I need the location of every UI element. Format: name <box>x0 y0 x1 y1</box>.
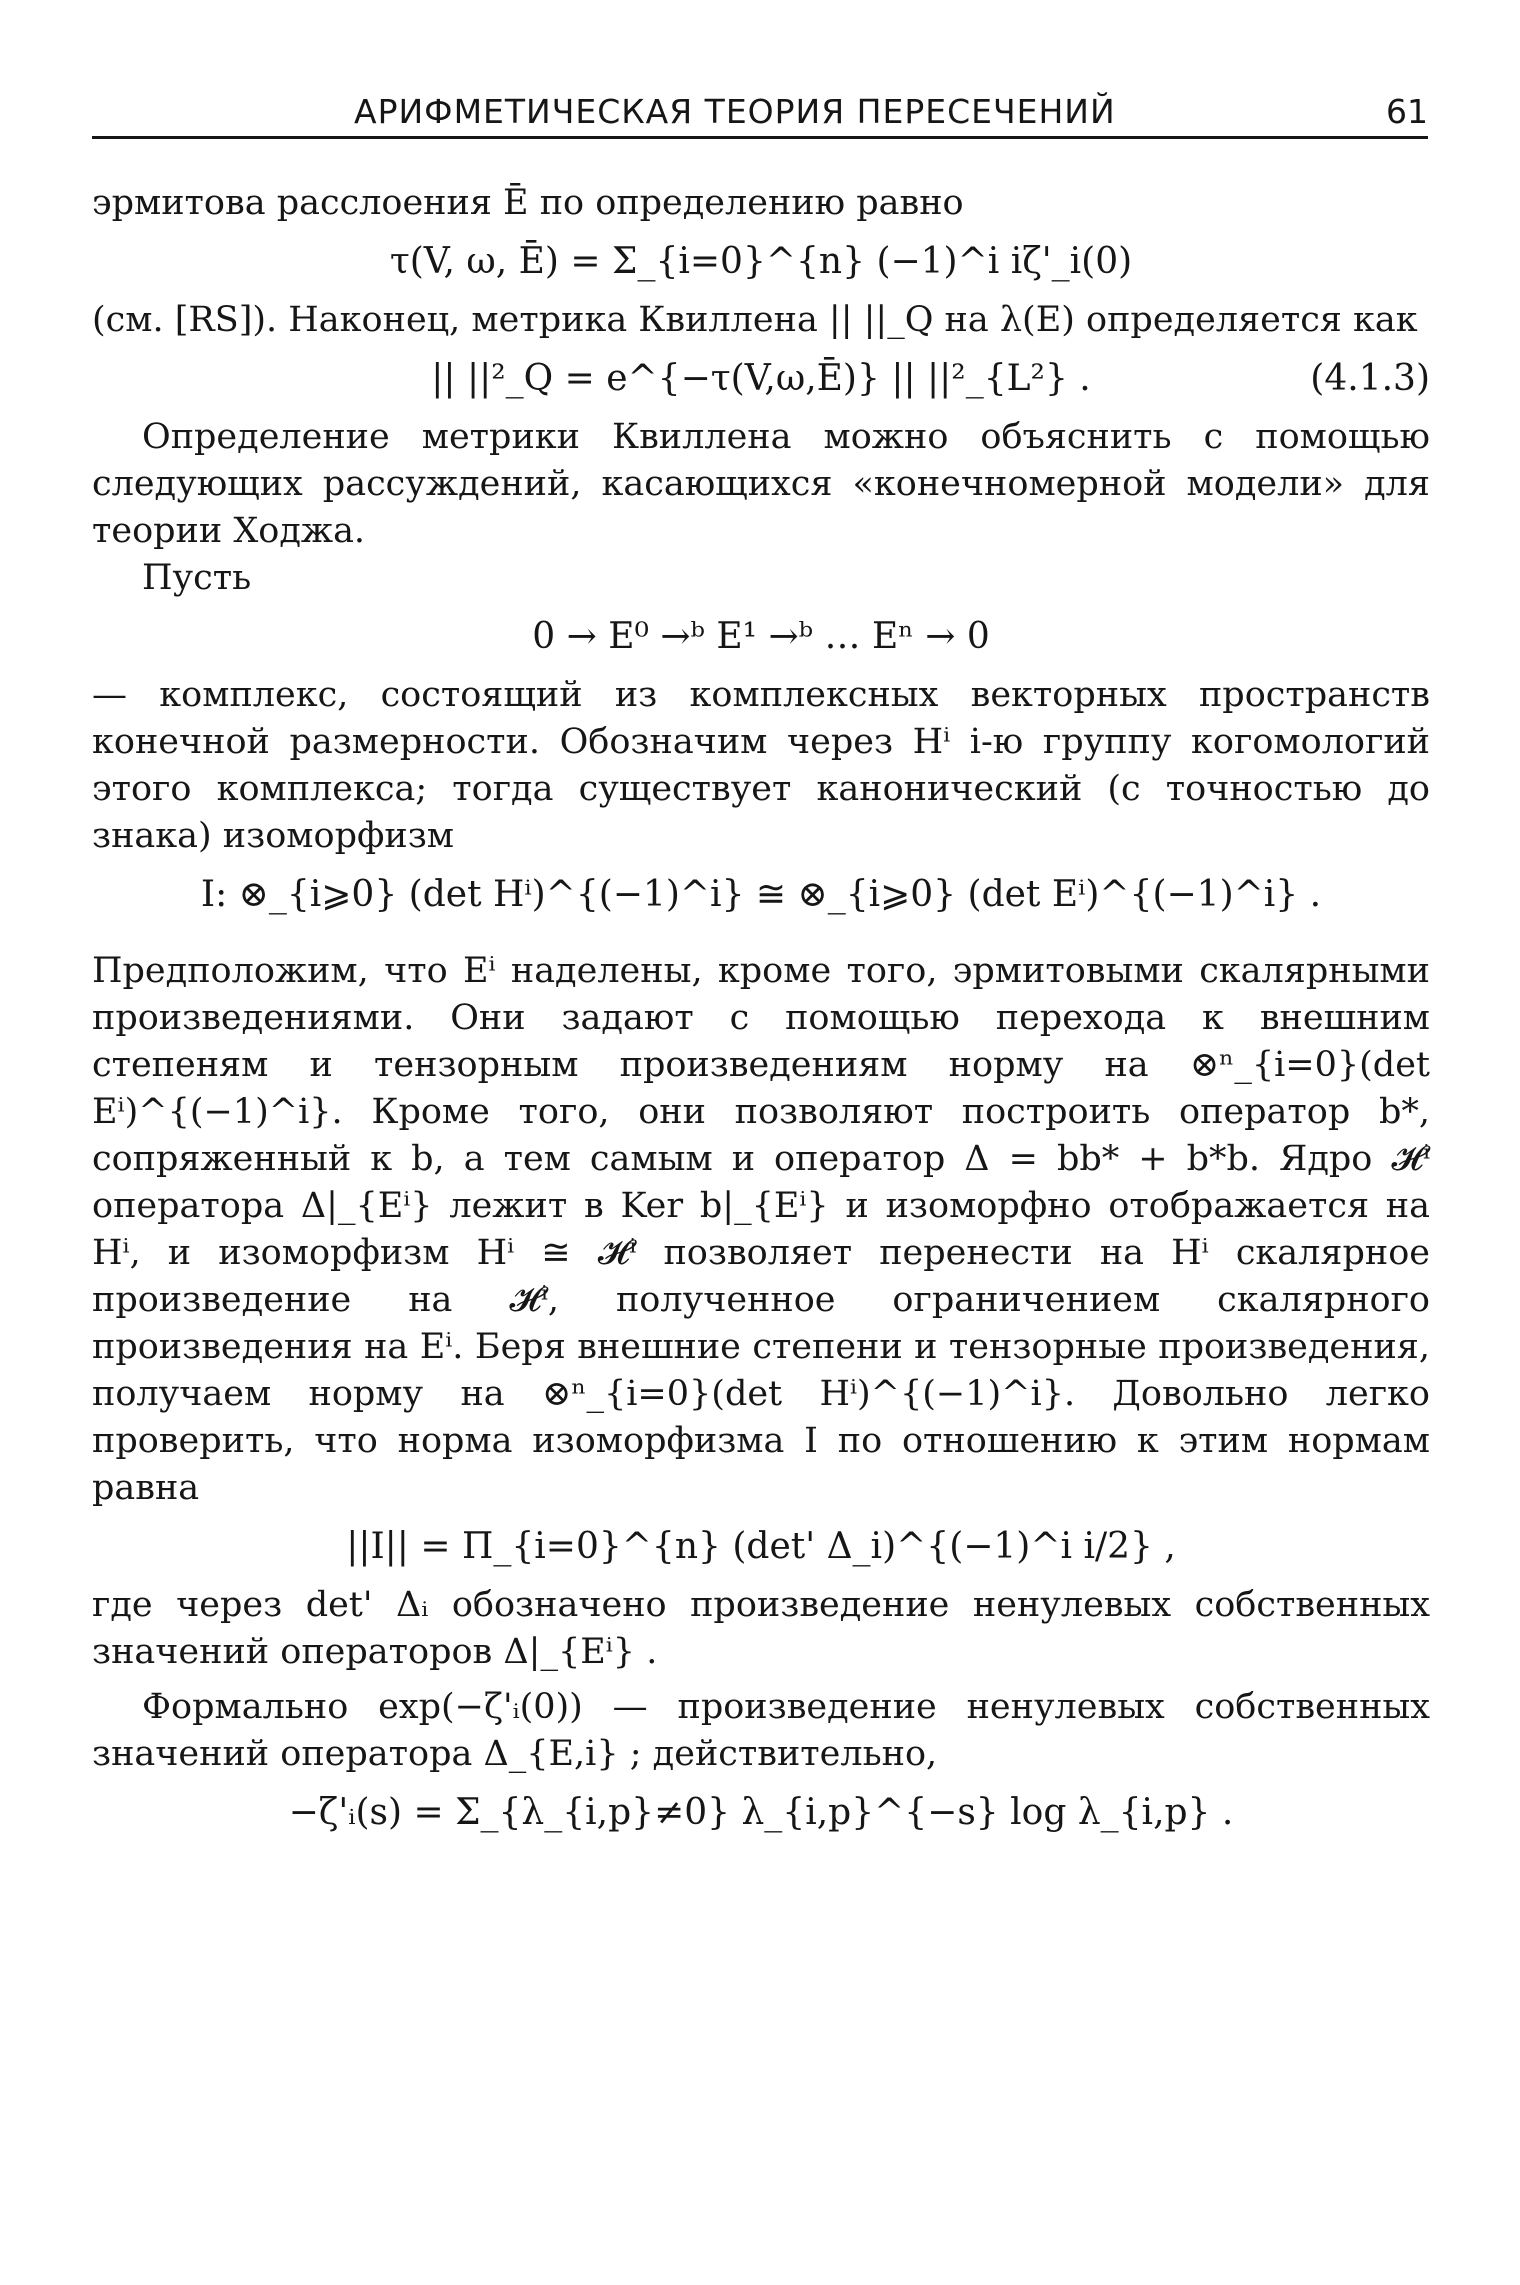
formula-quillen-metric <box>92 354 1430 404</box>
equation-label: (4.1.3) <box>1310 358 1430 399</box>
formula-complex: 0 → E⁰ →ᵇ E¹ →ᵇ … Eⁿ → 0 <box>532 616 990 657</box>
formula-isomorphism: I: ⊗_{i⩾0} (det Hⁱ)^{(−1)^i} ≅ ⊗_{i⩾0} (det Eⁱ)^{(−1)^i} . <box>200 874 1322 915</box>
paragraph-3: Определение метрики Квиллена можно объяснить с помощью следующих рассуждений, касающихся «конечномерной модели» для теории Ходжа. <box>92 417 1430 551</box>
page-header <box>92 84 1428 139</box>
paragraph-7: где через det' Δᵢ обозначено произведение ненулевых собственных значений операторов Δ|_{Eⁱ} . <box>92 1585 1430 1672</box>
paragraph-2: (см. [RS]). Наконец, метрика Квиллена || ||_Q на λ(E) определяется как <box>92 300 1418 340</box>
running-title: АРИФМЕТИЧЕСКАЯ ТЕОРИЯ ПЕРЕСЕЧЕНИЙ <box>354 92 1116 131</box>
paragraph-1: эрмитова расслоения Ē по определению равно <box>92 183 964 223</box>
page-number: 61 <box>1386 92 1428 131</box>
page-body <box>92 180 1430 1848</box>
formula-torsion: τ(V, ω, Ē) = Σ_{i=0}^{n} (−1)^i iζ'_i(0) <box>389 241 1133 282</box>
paragraph-8: Формально exp(−ζ'ᵢ(0)) — произведение ненулевых собственных значений оператора Δ_{E,i} ; действительно, <box>92 1687 1430 1774</box>
formula-zeta-derivative: −ζ'ᵢ(s) = Σ_{λ_{i,p}≠0} λ_{i,p}^{−s} log λ_{i,p} . <box>288 1792 1234 1833</box>
formula-quillen-body: || ||²_Q = e^{−τ(V,ω,Ē)} || ||²_{L²} . <box>431 358 1091 399</box>
paragraph-4: Пусть <box>142 558 252 598</box>
formula-norm: ||I|| = Π_{i=0}^{n} (det' Δ_i)^{(−1)^i i/2} , <box>346 1526 1176 1567</box>
paragraph-6: Предположим, что Eⁱ наделены, кроме того, эрмитовыми скалярными произведениями. Они задают с помощью перехода к внешним степеням и тензорным произведениям норму на ⊗ⁿ_{i=0}(det Eⁱ)^{(−1)^i}. Кроме того, они позволяют построить оператор b*, сопряженный к b, а тем самым и оператор Δ = bb* + b*b. Ядро 𝓗ⁱ оператора Δ|_{Eⁱ} лежит в Ker b|_{Eⁱ} и изоморфно отображается на Hⁱ, и изоморфизм Hⁱ ≅ 𝓗ⁱ позволяет перенести на Hⁱ скалярное произведение на 𝓗ⁱ, полученное ограничением скалярного произведения на Eⁱ. Беря внешние степени и тензорные произведения, получаем норму на ⊗ⁿ_{i=0}(det Hⁱ)^{(−1)^i}. Довольно легко проверить, что норма изоморфизма I по отношению к этим нормам равна <box>92 951 1430 1508</box>
paragraph-5: — комплекс, состоящий из комплексных векторных пространств конечной размерности. Обозначим через Hⁱ i-ю группу когомологий этого комплекса; тогда существует канонический (с точностью до знака) изоморфизм <box>92 675 1430 856</box>
